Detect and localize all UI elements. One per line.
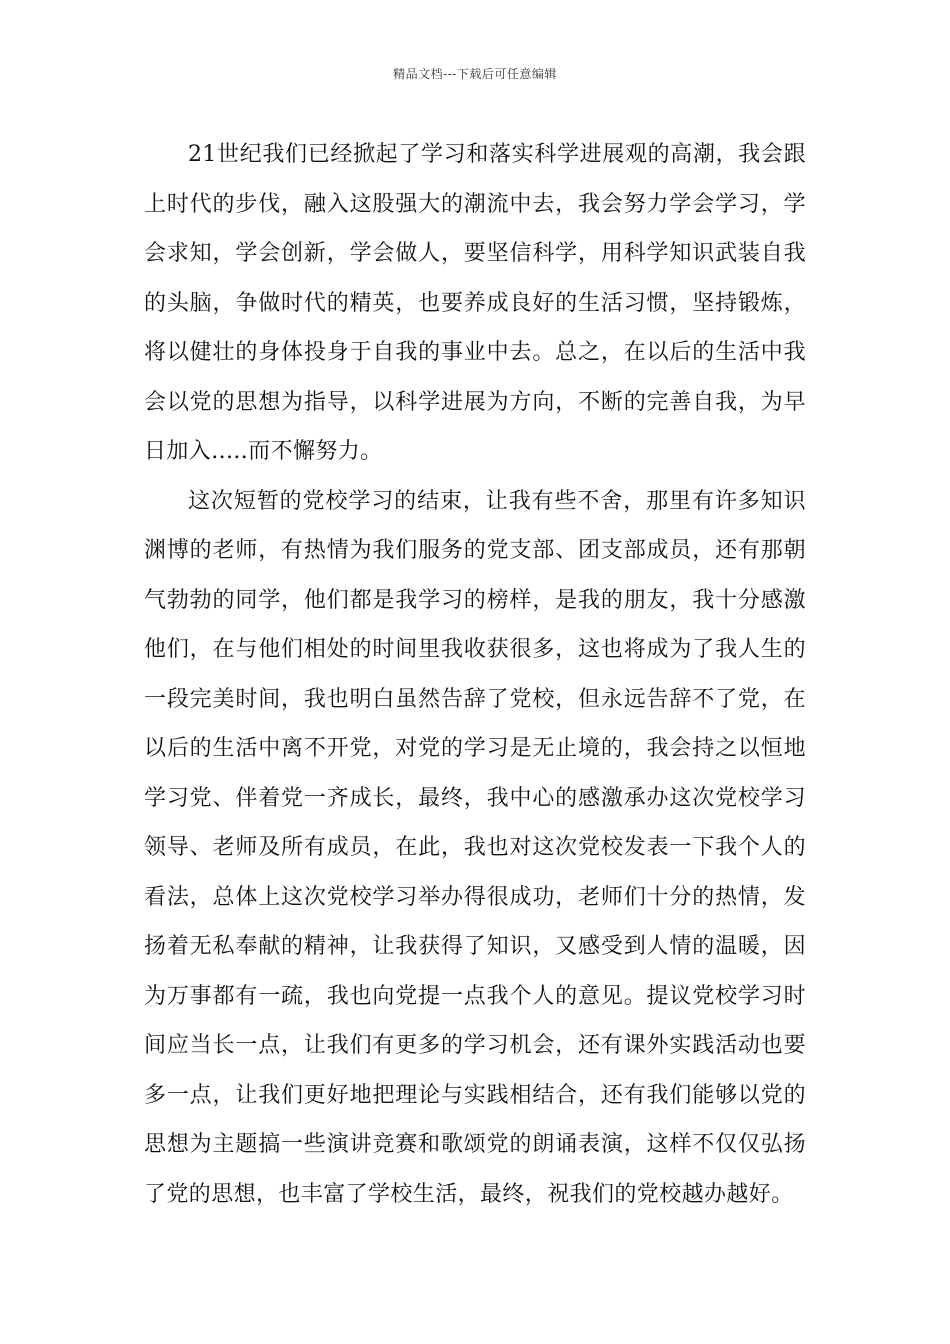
page-header: 精品文档---下载后可任意编辑 — [393, 67, 557, 81]
paragraph-1: 21世纪我们已经掀起了学习和落实科学进展观的高潮，我会跟上时代的步伐，融入这股强大的潮流中去，我会努力学会学习，学会求知，学会创新，学会做人，要坚信科学，用科学知识武装自我的头脑，争做时代的精英，也要养成良好的生活习惯，坚持锻炼，将以健壮的身体投身于自我的事业中去。总之，在以后的生活中我会以党的思想为指导，以科学进展为方向，不断的完善自我，为早日加入.....而不懈努力。 — [144, 142, 806, 464]
paragraph-2: 这次短暂的党校学习的结束，让我有些不舍，那里有许多知识渊博的老师，有热情为我们服务的党支部、团支部成员，还有那朝气勃勃的同学，他们都是我学习的榜样，是我的朋友，我十分感激他们，在与他们相处的时间里我收获很多，这也将成为了我人生的一段完美时间，我也明白虽然告辞了党校，但永远告辞不了党，在以后的生活中离不开党，对党的学习是无止境的，我会持之以恒地学习党、伴着党一齐成长，最终，我中心的感激承办这次党校学习领导、老师及所有成员，在此，我也对这次党校发表一下我个人的看法，总体上这次党校学习举办得很成功，老师们十分的热情，发扬着无私奉献的精神，让我获得了知识，又感受到人情的温暖，因为万事都有一疏，我也向党提一点我个人的意见。提议党校学习时间应当长一点，让我们有更多的学习机会，还有课外实践活动也要多一点，让我们更好地把理论与实践相结合，还有我们能够以党的思想为主题搞一些演讲竞赛和歌颂党的朗诵表演，这样不仅仅弘扬了党的思想，也丰富了学校生活，最终，祝我们的党校越办越好。 — [144, 488, 806, 1207]
document-body — [144, 130, 806, 1219]
